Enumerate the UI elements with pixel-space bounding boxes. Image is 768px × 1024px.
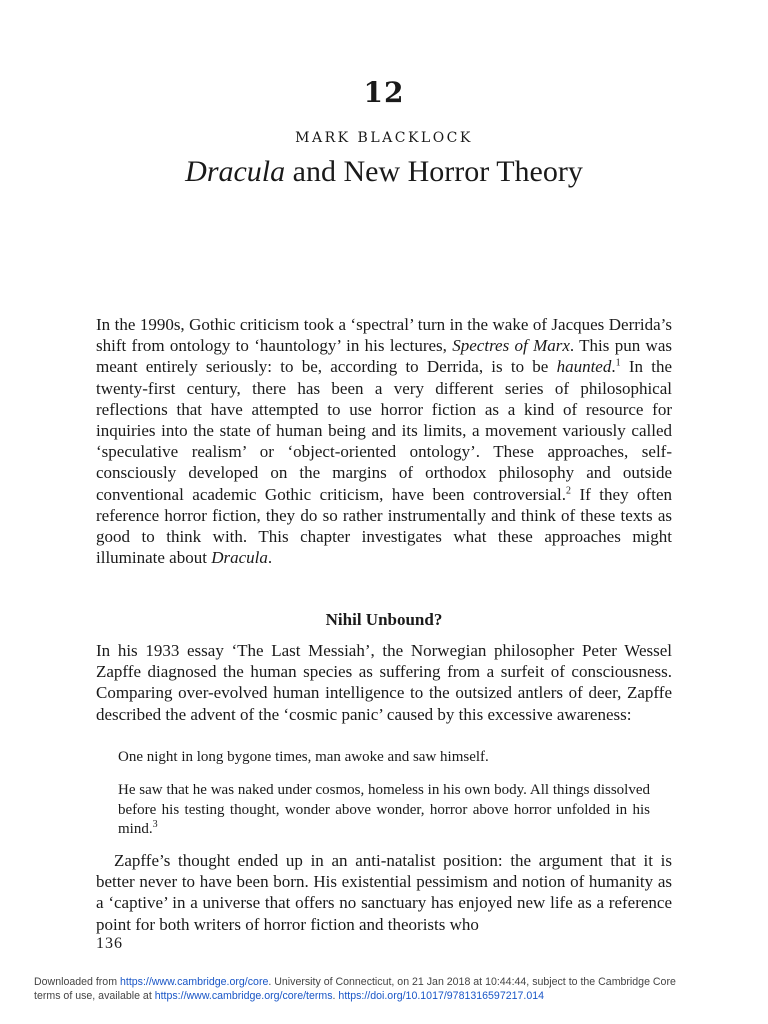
download-footer xyxy=(34,975,744,1003)
paragraph-intro xyxy=(96,314,672,568)
chapter-title-italic: Dracula xyxy=(185,155,286,188)
p1-text-6: . xyxy=(267,548,273,568)
page-number: 136 xyxy=(96,935,123,952)
footnote-ref-2[interactable]: 2 xyxy=(566,484,572,496)
paragraph-anti-natalist: Zapffe’s thought ended up in an anti-natalist position: the argument that it is better never to have been born. His existential pessimism and notion of humanity as a ‘captive’ in a universe that offers no sanctuary has enjoyed new life as a reference point for both writers of horror fiction and theorists who xyxy=(96,851,672,934)
paragraph-zapffe: In his 1933 essay ‘The Last Messiah’, the Norwegian philosopher Peter Wessel Zapffe diagnosed the human species as suffering from a surfeit of consciousness. Comparing over-evolved human intelligence to the outsized antlers of deer, Zapffe described the advent of the ‘cosmic panic’ caused by this excessive awareness: xyxy=(96,641,672,724)
footer-link-doi[interactable]: https://doi.org/10.1017/9781316597217.014 xyxy=(338,990,545,1002)
footnote-ref-1[interactable]: 1 xyxy=(615,357,621,369)
footer-text-3: terms of use, available at xyxy=(34,990,155,1002)
footer-text-4: . xyxy=(332,990,339,1002)
p1-italic-spectres: Spectres of Marx xyxy=(452,336,570,356)
p1-text-2: . This pun was meant entirely seriously: to be, according to Derrida, is to be xyxy=(96,336,672,377)
block-quote-line-2 xyxy=(118,781,650,840)
block-quote-text: He saw that he was naked under cosmos, homeless in his own body. All things dissolved before his testing thought, wonder above wonder, horror above horror unfolded in his mind. xyxy=(118,782,650,837)
chapter-number: 12 xyxy=(363,76,405,109)
p1-text-4: In the twenty-first century, there has been a very different series of philosophical reflections that have attempted to use horror fiction as a kind of resource for inquiries into the state of human being and its limits, a movement variously called ‘speculative realism’ or ‘object-oriented ontology’. These approaches, self-consciously developed on the margins of orthodox philosophy and outside conventional academic Gothic criticism, have been controversial. xyxy=(96,357,672,504)
p1-text-3: . xyxy=(611,357,616,377)
block-quote-line-1: One night in long bygone times, man awoke and saw himself. xyxy=(118,749,489,765)
footnote-ref-3[interactable]: 3 xyxy=(152,819,158,830)
footer-text-2: . University of Connecticut, on 21 Jan 2018 at 10:44:44, subject to the Cambridge Core xyxy=(268,976,676,988)
footer-link-core[interactable]: https://www.cambridge.org/core xyxy=(119,976,269,988)
footer-link-terms[interactable]: https://www.cambridge.org/core/terms xyxy=(154,990,333,1002)
chapter-title-rest: and New Horror Theory xyxy=(285,155,583,188)
chapter-title xyxy=(0,155,768,189)
p1-italic-dracula: Dracula xyxy=(211,548,268,568)
p1-text-5: If they often reference horror fiction, they do so rather instrumentally and think of these texts as good to think with. This chapter investigates what these approaches might illuminate about xyxy=(96,484,672,568)
p1-text-1: In the 1990s, Gothic criticism took a ‘spectral’ turn in the wake of Jacques Derrida’s shift from ontology to ‘hauntology’ in his lectures, xyxy=(96,315,672,356)
p1-italic-haunted: haunted xyxy=(556,357,612,377)
footer-text-1: Downloaded from xyxy=(34,976,120,988)
chapter-author: MARK BLACKLOCK xyxy=(295,130,473,146)
section-heading: Nihil Unbound? xyxy=(325,610,443,629)
